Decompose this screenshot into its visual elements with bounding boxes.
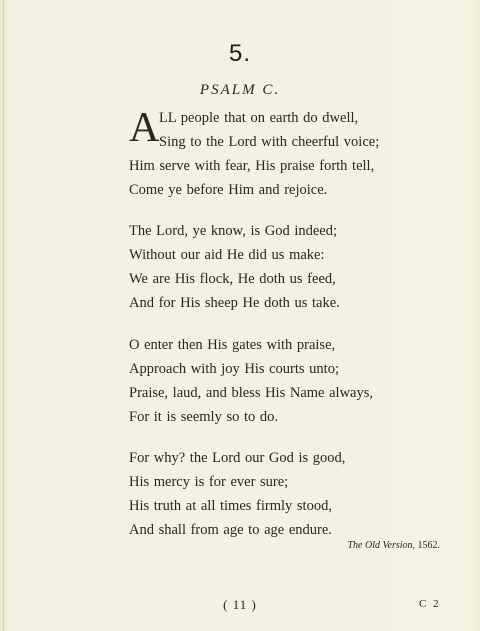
stanza-line: His truth at all times firmly stood, [129, 498, 332, 514]
stanza-1 [129, 106, 379, 202]
stanza-line: For it is seemly so to do. [129, 409, 278, 425]
stanza-line: Sing to the Lord with cheerful voice; [159, 134, 380, 150]
stanza-2 [129, 219, 340, 315]
stanza-line: His mercy is for ever sure; [129, 474, 289, 490]
stanza-line: Praise, laud, and bless His Name always, [129, 385, 373, 401]
signature-mark: C 2 [419, 598, 441, 610]
stanza-line: For why? the Lord our God is good, [129, 450, 346, 466]
psalm-title: PSALM C. [199, 82, 281, 98]
stanza-4 [129, 446, 345, 542]
attribution [348, 540, 441, 551]
stanza-line: We are His flock, He doth us feed, [129, 271, 336, 287]
stanza-line: O enter then His gates with praise, [129, 337, 336, 353]
stanza-line: And for His sheep He doth us take. [129, 295, 340, 311]
drop-cap: A [129, 105, 160, 151]
stanza-line: Him serve with fear, His praise forth tell, [129, 158, 375, 174]
stanza-line: Without our aid He did us make: [129, 247, 325, 263]
page-number: ( 11 ) [223, 597, 257, 612]
stanza-line: And shall from age to age endure. [129, 522, 332, 538]
stanza-line-text: LL people that on earth do dwell, [159, 110, 359, 126]
stanza-line: Approach with joy His courts unto; [129, 361, 339, 377]
attribution-source: The Old Version, [347, 540, 415, 551]
stanza-3 [129, 333, 373, 429]
stanza-line: Come ye before Him and rejoice. [129, 182, 328, 198]
attribution-year: 1562. [417, 540, 440, 551]
hymn-number: 5. [228, 40, 251, 67]
stanza-line: The Lord, ye know, is God indeed; [129, 223, 338, 239]
